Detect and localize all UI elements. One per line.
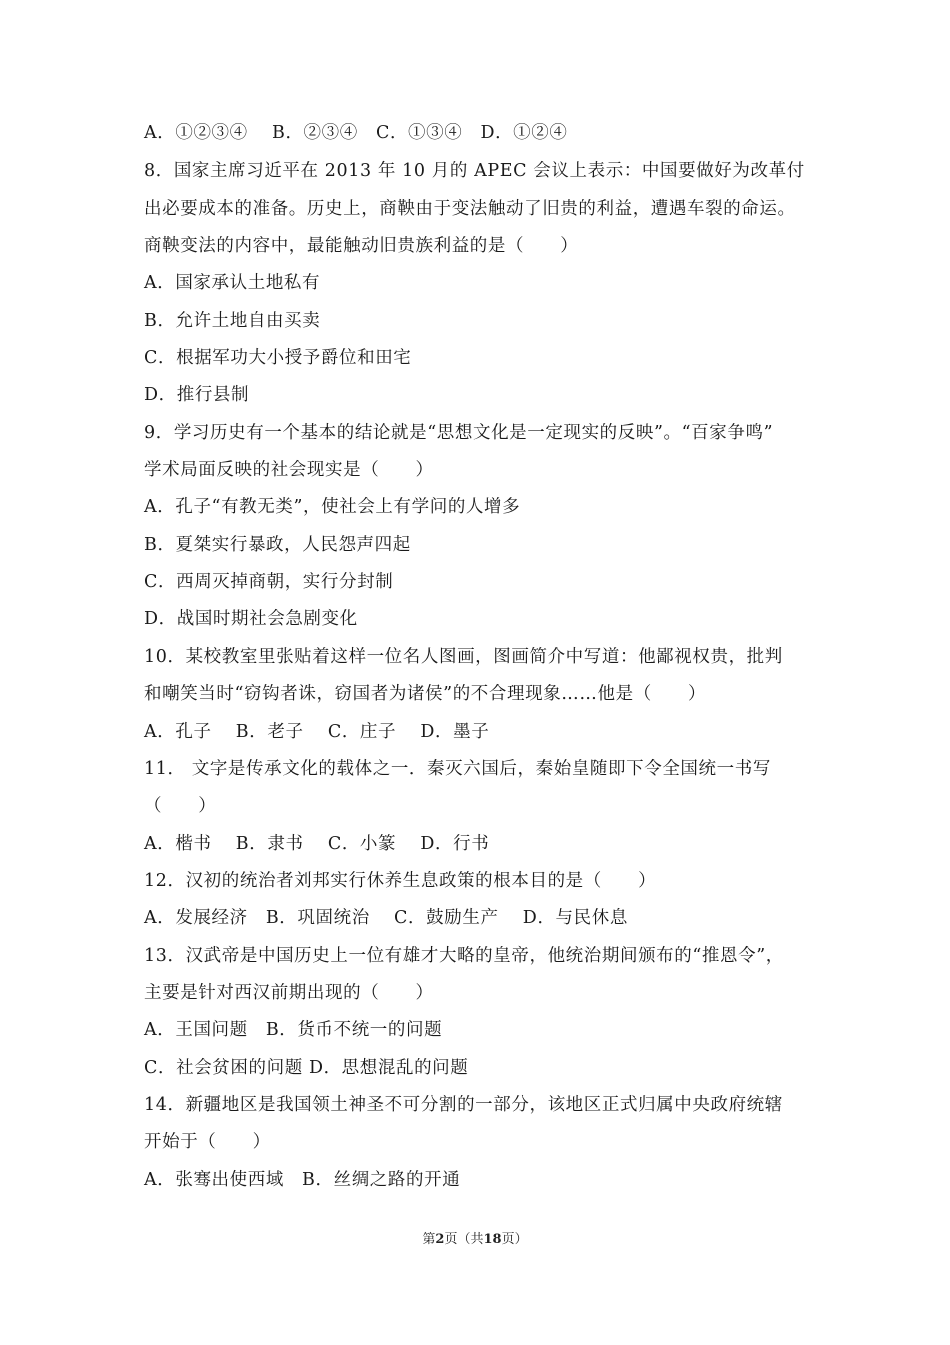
- q13-stem-line2: 主要是针对西汉前期出现的（ ）: [144, 983, 434, 1003]
- q9-option-d: D．战国时期社会急剧变化: [144, 609, 358, 629]
- page-footer: [0, 1228, 950, 1247]
- q8-option-c: C．根据军功大小授予爵位和田宅: [144, 348, 412, 368]
- q9-option-a: A．孔子“有教无类”，使社会上有学问的人增多: [144, 497, 521, 517]
- q13-options-ab: A．王国问题 B．货币不统一的问题: [144, 1020, 443, 1040]
- footer-middle: 页（共: [444, 1232, 484, 1247]
- q14-stem-line2: 开始于（ ）: [144, 1132, 271, 1152]
- footer-total-pages: 18: [483, 1232, 502, 1247]
- q12-options: A．发展经济 B．巩固统治 C．鼓励生产 D．与民休息: [144, 908, 628, 928]
- footer-prefix: 第: [422, 1232, 436, 1247]
- q9-stem-line2: 学术局面反映的社会现实是（ ）: [144, 460, 434, 480]
- q12-stem: 12．汉初的统治者刘邦实行休养生息政策的根本目的是（ ）: [144, 871, 657, 891]
- q10-options: A．孔子 B．老子 C．庄子 D．墨子: [144, 722, 490, 742]
- q8-option-b: B．允许土地自由买卖: [144, 311, 321, 331]
- q9-stem-line1: 9．学习历史有一个基本的结论就是“思想文化是一定现实的反映”。“百家争鸣”: [144, 423, 774, 443]
- q13-options-cd: C．社会贫困的问题 D．思想混乱的问题: [144, 1058, 469, 1078]
- q9-option-c: C．西周灭掉商朝，实行分封制: [144, 572, 394, 592]
- q11-stem-line1: 11． 文字是传承文化的载体之一．秦灭六国后，秦始皇随即下令全国统一书写: [144, 759, 771, 779]
- q10-stem-line2: 和嘲笑当时“窃钩者诛，窃国者为诸侯”的不合理现象……他是（ ）: [144, 684, 707, 704]
- q14-stem-line1: 14．新疆地区是我国领土神圣不可分割的一部分，该地区正式归属中央政府统辖: [144, 1095, 783, 1115]
- q13-stem-line1: 13．汉武帝是中国历史上一位有雄才大略的皇帝，他统治期间颁布的“推恩令”，: [144, 946, 784, 966]
- q8-option-d: D．推行县制: [144, 385, 250, 405]
- q10-stem-line1: 10．某校教室里张贴着这样一位名人图画，图画简介中写道：他鄙视权贵，批判: [144, 647, 783, 667]
- q8-stem-line2: 出必要成本的准备。历史上，商鞅由于变法触动了旧贵的利益，遭遇车裂的命运。: [144, 199, 796, 219]
- q8-option-a: A．国家承认土地私有: [144, 273, 321, 293]
- q7-options: A．①②③④ B．②③④ C．①③④ D．①②④: [144, 123, 568, 143]
- q14-options-ab: A．张骞出使西域 B．丝绸之路的开通: [144, 1170, 461, 1190]
- footer-page-number: 2: [435, 1232, 445, 1247]
- footer-suffix: 页）: [501, 1232, 528, 1247]
- q8-stem-line1: 8．国家主席习近平在 2013 年 10 月的 APEC 会议上表示：中国要做好为改革付: [144, 161, 805, 181]
- q9-option-b: B．夏桀实行暴政，人民怨声四起: [144, 535, 411, 555]
- q8-stem-line3: 商鞅变法的内容中，最能触动旧贵族利益的是（ ）: [144, 236, 579, 256]
- q11-stem-line2: （ ）: [144, 796, 217, 816]
- q11-options: A．楷书 B．隶书 C．小篆 D．行书: [144, 834, 490, 854]
